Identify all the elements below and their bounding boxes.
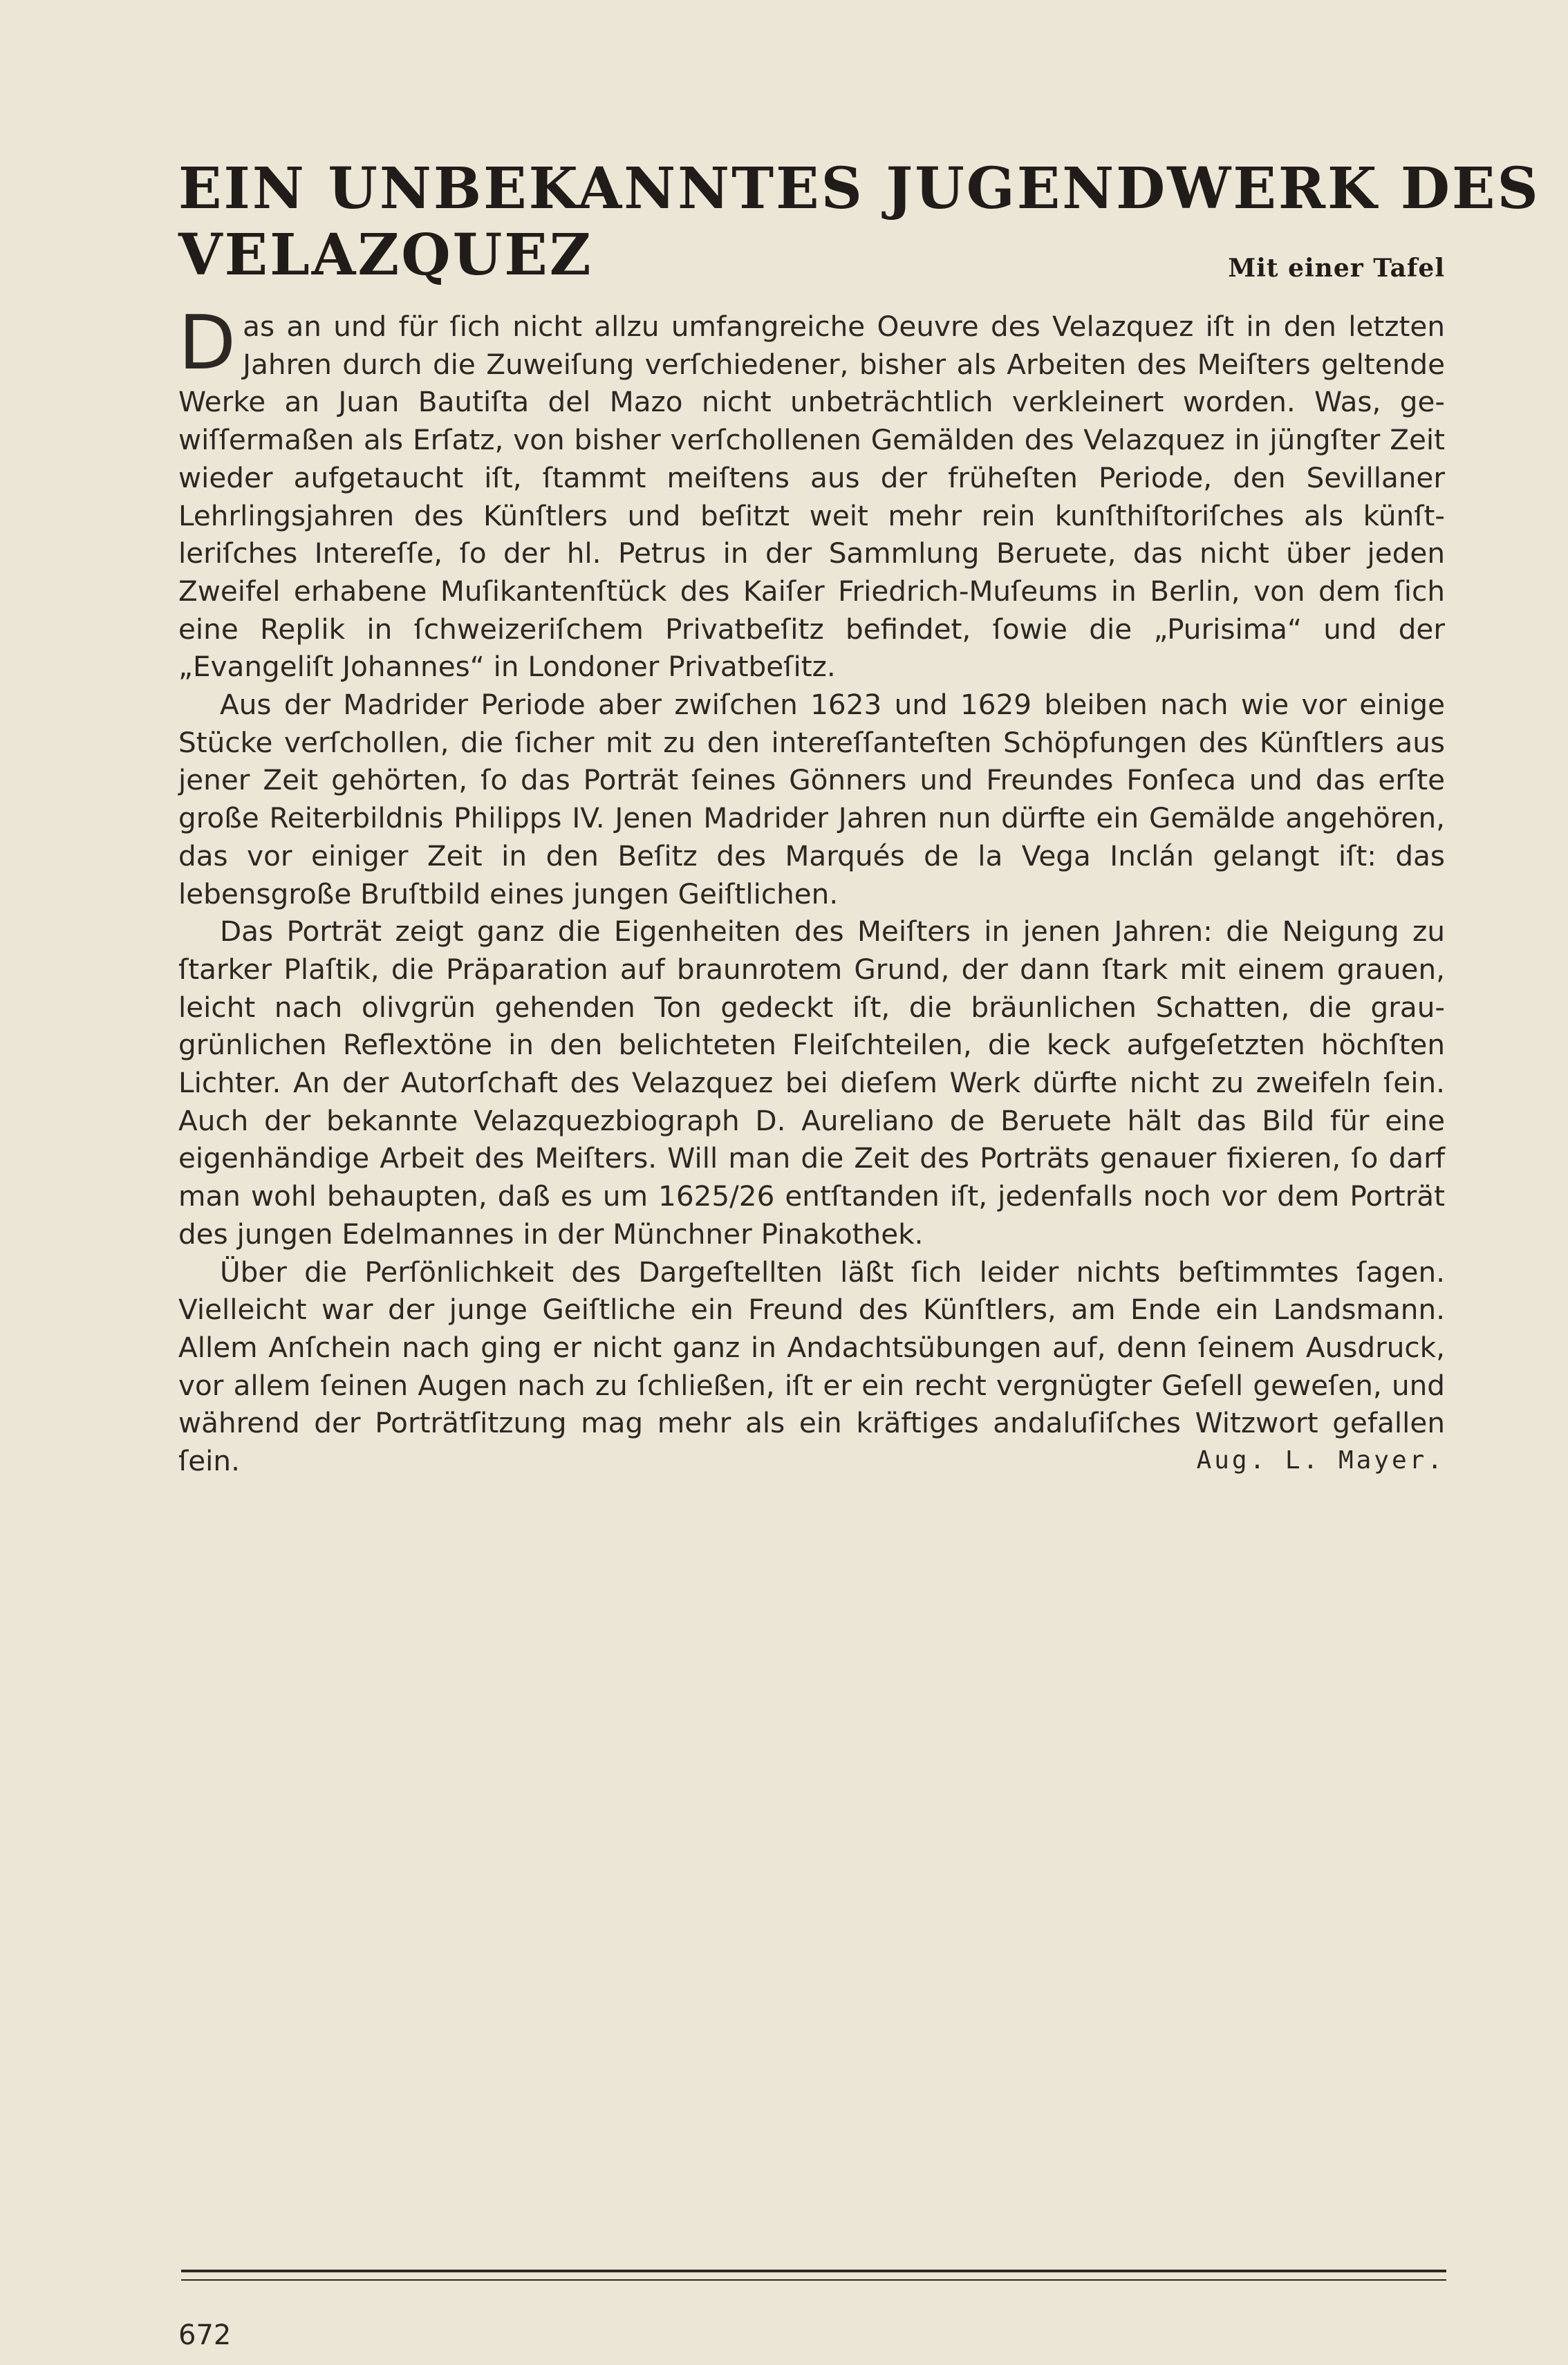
paragraph-4 [178, 1253, 1445, 1480]
paragraph-2: Aus der Madrider Periode aber zwiſchen 1623 und 1629 bleiben nach wie vor einige Stücke verſchollen, die ſicher mit zu den intereſſanteſten Schöpfungen des Künſtlers aus jener Zeit gehörten, ſo das Porträt ſeines Gönners und Freundes Fonſeca und das erſte große Reiterbildnis Philipps IV. Jenen Madrider Jahren nun dürfte ein Gemälde angehören, das vor einiger Zeit in den Beſitz des Marqués de la Vega Inclán gelangt iſt: das lebensgroße Bruſtbild eines jungen Geiſtlichen. [178, 688, 1445, 910]
article-title-line2: VELAZQUEZ [178, 222, 593, 288]
footer-rule-thick [181, 2270, 1446, 2272]
page-number: 672 [178, 2319, 232, 2351]
paragraph-1-text: as an und für ſich nicht allzu umfangreiche Oeuvre des Velazquez iſt in den letzten Jahren durch die Zuweiſung verſchiedener, bisher als Arbeiten des Meiſters geltende Werke an Juan Bautiſta del Mazo nicht unbeträchtlich verkleinert worden. Was, gewiſſermaßen als Erſatz, von bisher verſchollenen Gemälden des Velazquez in jüngſter Zeit wieder aufgetaucht iſt, ſtammt meiſtens aus der früheſten Periode, den Sevillaner Lehrlingsjahren des Künſtlers und beſitzt weit mehr rein kunſthiſtoriſches als künſtleriſches Intereſſe, ſo der hl. Petrus in der Sammlung Beruete, das nicht über jeden Zweifel erhabene Muſikantenſtück des Kaiſer Friedrich-Muſeums in Berlin, von dem ſich eine Replik in ſchweizeriſchem Privatbeſitz befindet, ſowie die „Purisima“ und der „Evangeliſt Johannes“ in Londoner Privatbeſitz. [178, 310, 1445, 684]
footer-rule-thin [181, 2279, 1446, 2281]
article-body [178, 300, 1445, 1480]
article-subtitle: Mit einer Tafel [1228, 254, 1445, 283]
author-signature: Aug. L. Mayer. [1196, 1446, 1445, 1475]
paragraph-1 [178, 300, 1445, 686]
article-title-line1: EIN UNBEKANNTES JUGENDWERK DES [178, 156, 1540, 222]
drop-cap-letter: D [178, 300, 236, 386]
paragraph-4-text: Über die Perſönlichkeit des Dargeſtellten läßt ſich leider nichts beſtimmtes ſagen. Vielleicht war der junge Geiſtliche ein Freund des Künſtlers, am Ende ein Landsmann. Allem Anſchein nach ging er nicht ganz in Andachtsübungen auf, denn ſeinem Ausdruck, vor allem ſeinen Augen nach zu ſchließen, iſt er ein recht vergnügter Geſell geweſen, und während der Porträtſitzung mag mehr als ein kräftiges andaluſiſches Witzwort gefallen ſein. [178, 1255, 1445, 1478]
paragraph-3: Das Porträt zeigt ganz die Eigenheiten des Meiſters in jenen Jahren: die Neigung zu ſtarker Plaſtik, die Präparation auf braunrotem Grund, der dann ſtark mit einem grauen, leicht nach olivgrün gehenden Ton gedeckt iſt, die bräunlichen Schatten, die grau-grünlichen Reflextöne in den belichteten Fleiſchteilen, die keck aufgeſetzten höchſten Lichter. An der Autorſchaft des Velazquez bei dieſem Werk dürfte nicht zu zweifeln ſein. Auch der bekannte Velazquezbiograph D. Aureliano de Beruete hält das Bild für eine eigenhändige Arbeit des Meiſters. Will man die Zeit des Porträts genauer fixieren, ſo darf man wohl behaupten, daß es um 1625/26 entſtanden iſt, jedenfalls noch vor dem Porträt des jungen Edelmannes in der Münchner Pinakothek. [178, 915, 1445, 1251]
